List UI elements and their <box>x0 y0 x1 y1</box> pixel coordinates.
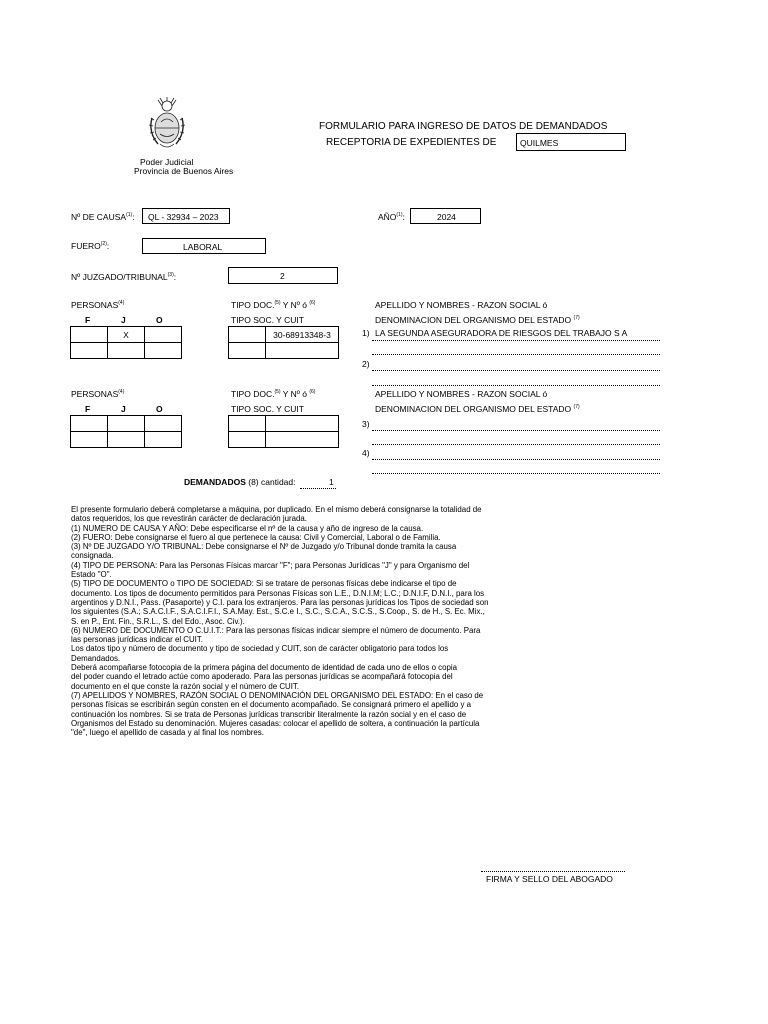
persona-o-cell[interactable] <box>145 432 182 448</box>
entry-1-line-2 <box>372 354 660 355</box>
apellido-label-2: APELLIDO Y NOMBRES - RAZON SOCIAL ó <box>375 389 548 399</box>
anio-field[interactable] <box>410 208 481 224</box>
note-line: (6) NUMERO DE DOCUMENTO O C.U.I.T.: Para las personas físicas indicar siempre el número de documento. Para <box>71 625 481 635</box>
col-o-1: O <box>156 315 163 325</box>
note-line: Estado "O". <box>71 570 112 580</box>
signature-line[interactable] <box>481 871 625 872</box>
doc-type-cell[interactable] <box>229 327 266 343</box>
juzgado-label: Nº JUZGADO/TRIBUNAL$^{(3)}$: <box>71 272 177 282</box>
receptoria-field[interactable] <box>516 133 626 151</box>
instructions-notes <box>71 505 541 737</box>
juzgado-field[interactable] <box>228 267 338 284</box>
entry-1-num: 1) <box>362 328 370 338</box>
persona-o-cell[interactable] <box>145 327 182 343</box>
entry-2-num: 2) <box>362 359 370 369</box>
doc-type-cell[interactable] <box>229 343 266 359</box>
note-line: personas físicas se escribirán según consten en el documento acompañado. Se consignará primero el apellido y a <box>71 700 472 710</box>
doc-type-cell[interactable] <box>229 432 266 448</box>
demandados-label: DEMANDADOS (8) cantidad: <box>184 477 296 487</box>
note-line: (5) TIPO DE DOCUMENTO o TIPO DE SOCIEDAD: Si se tratare de personas físicas debe indicarse el tipo de <box>71 579 457 589</box>
persona-j-cell[interactable] <box>108 416 145 432</box>
entry-1-name[interactable]: LA SEGUNDA ASEGURADORA DE RIESGOS DEL TRABAJO S A <box>375 328 628 338</box>
col-f-1: F <box>85 315 91 325</box>
entry-4-line-2 <box>372 473 660 474</box>
note-line: Deberá acompañarse fotocopia de la primera página del documento de identidad de cada uno de ellos o copia <box>71 663 458 673</box>
tipo-doc-label-1: TIPO DOC.$^{(5)}$ Y Nº ó $^{(6)}$ <box>231 300 316 310</box>
entry-3-line[interactable] <box>372 430 660 431</box>
persona-f-cell[interactable] <box>71 432 108 448</box>
receptoria-label: RECEPTORIA DE EXPEDIENTES DE <box>326 137 497 148</box>
note-line: los siguientes (S.A.; S.A.C.I.F., S.A.C.I.F.I., S.A.May. Est., S.C.e I., S.C., S.C.A., S.C.S., S.Coop., S. de H., S. Ec. Mix., <box>71 607 485 617</box>
apellido-label-1: APELLIDO Y NOMBRES - RAZON SOCIAL ó <box>375 300 548 310</box>
org-line-1: Poder Judicial <box>140 157 194 167</box>
note-line: las personas jurídicas indicar el CUIT. <box>71 635 204 645</box>
denominacion-label-1: DENOMINACION DEL ORGANISMO DEL ESTADO $^{(7)}$ <box>375 315 580 325</box>
note-line: (7) APELLIDOS Y NOMBRES, RAZÓN SOCIAL O DENOMINACIÓN DEL ORGANISMO DEL ESTADO: En el caso de <box>71 690 484 700</box>
causa-field[interactable] <box>142 208 230 224</box>
persona-f-cell[interactable] <box>71 343 108 359</box>
note-line: continuación los nombres. Si se trata de Personas jurídicas transcribir literalmente la razón social y en el caso de <box>71 709 467 719</box>
persona-f-cell[interactable] <box>71 416 108 432</box>
juzgado-value: 2 <box>280 271 285 281</box>
entry-3-num: 3) <box>362 419 370 429</box>
persona-type-grid-2 <box>70 415 182 448</box>
entry-2-line-2 <box>372 385 660 386</box>
persona-j-cell[interactable]: X <box>108 327 145 343</box>
demandados-line <box>300 488 336 489</box>
fuero-value: LABORAL <box>183 242 223 252</box>
persona-j-cell[interactable] <box>108 343 145 359</box>
note-line: documento en el que conste la razón social y el número de CUIT. <box>71 681 300 691</box>
col-o-2: O <box>156 404 163 414</box>
entry-1-line <box>372 340 660 341</box>
org-line-2: Provincia de Buenos Aires <box>134 166 234 176</box>
note-line: Los datos tipo y número de documento y tipo de sociedad y CUIT, son de carácter obligatorio para todos los <box>71 644 449 654</box>
persona-j-cell[interactable] <box>108 432 145 448</box>
persona-o-cell[interactable] <box>145 343 182 359</box>
doc-type-cell[interactable] <box>229 416 266 432</box>
coat-of-arms-emblem <box>146 96 188 152</box>
doc-number-cell[interactable]: 30-68913348-3 <box>266 327 339 343</box>
fuero-label: FUERO$^{(2)}$: <box>71 241 110 251</box>
entry-4-num: 4) <box>362 448 370 458</box>
personas-label-1: PERSONAS$^{(4)}$ <box>71 300 125 310</box>
persona-type-grid-1 <box>70 326 182 359</box>
note-line: Organismos del Estado su denominación. Mujeres casadas: colocar el apellido de soltera, a continuación la partícula <box>71 718 480 728</box>
col-j-1: J <box>121 315 126 325</box>
col-j-2: J <box>121 404 126 414</box>
note-line: Demandados. <box>71 653 121 663</box>
tipo-doc-label-2: TIPO DOC.$^{(5)}$ Y Nº ó $^{(6)}$ <box>231 389 316 399</box>
tipo-soc-label-1: TIPO SOC. Y CUIT <box>231 315 304 325</box>
persona-o-cell[interactable] <box>145 416 182 432</box>
causa-label: Nº DE CAUSA$^{(1)}$: <box>71 212 135 222</box>
demandados-value[interactable]: 1 <box>329 477 334 487</box>
note-line: El presente formulario deberá completarse a máquina, por duplicado. En el mismo deberá consignarse la totalidad de <box>71 505 482 514</box>
col-f-2: F <box>85 404 91 414</box>
note-line: (4) TIPO DE PERSONA: Para las Personas Físicas marcar "F"; para Personas Jurídicas "J" y para Organismo del <box>71 560 470 570</box>
signature-label: FIRMA Y SELLO DEL ABOGADO <box>486 874 613 884</box>
note-line: documento. Los tipos de documento permitidos para Personas Físicas son L.E., D.N.I.M; L.C.; D.N.I.F, D.N.I., para los <box>71 588 485 598</box>
note-line: argentinos y D.N.I., Pass. (Pasaporte) y C.I. para los extranjeros. Para las personas jurídicas los Tipos de sociedad son <box>71 597 489 607</box>
entry-4-line[interactable] <box>372 459 660 460</box>
doc-grid-1 <box>228 326 339 359</box>
note-line: (1) NUMERO DE CAUSA Y AÑO: Debe especificarse el nº de la causa y año de ingreso de la causa. <box>71 523 424 533</box>
persona-f-cell[interactable] <box>71 327 108 343</box>
form-title: FORMULARIO PARA INGRESO DE DATOS DE DEMANDADOS <box>319 121 608 132</box>
entry-3-line-2 <box>372 444 660 445</box>
doc-number-cell[interactable] <box>266 432 339 448</box>
doc-number-cell[interactable] <box>266 343 339 359</box>
causa-value: QL - 32934 – 2023 <box>148 212 219 222</box>
doc-grid-2 <box>228 415 339 448</box>
note-line: S. en P., Ent. Fin., S.R.L., S. del Edo., Asoc. Civ.). <box>71 616 245 626</box>
note-line: (2) FUERO: Debe consignarse el fuero al que pertenece la causa: Civil y Comercial, Laboral o de Familia. <box>71 532 441 542</box>
note-line: del poder cuando el letrado actúe como apoderado. Para las personas jurídicas se acompañará fotocopia del <box>71 672 453 682</box>
anio-label: AÑO$^{(1)}$: <box>378 212 405 222</box>
note-line: "de", luego el apellido de casada y al final los nombres. <box>71 728 264 738</box>
personas-label-2: PERSONAS$^{(4)}$ <box>71 389 125 399</box>
denominacion-label-2: DENOMINACION DEL ORGANISMO DEL ESTADO $^{(7)}$ <box>375 404 580 414</box>
anio-value: 2024 <box>437 212 456 222</box>
entry-2-line[interactable] <box>372 370 660 371</box>
note-line: (3) Nº DE JUZGADO Y/O TRIBUNAL: Debe consignarse el Nº de Juzgado y/o Tribunal donde tramita la causa <box>71 542 457 552</box>
tipo-soc-label-2: TIPO SOC. Y CUIT <box>231 404 304 414</box>
receptoria-value: QUILMES <box>520 138 559 148</box>
note-line: consignada. <box>71 551 114 561</box>
fuero-field[interactable] <box>142 238 266 254</box>
doc-number-cell[interactable] <box>266 416 339 432</box>
note-line: datos requeridos, los que revestirán carácter de declaración jurada. <box>71 514 307 524</box>
